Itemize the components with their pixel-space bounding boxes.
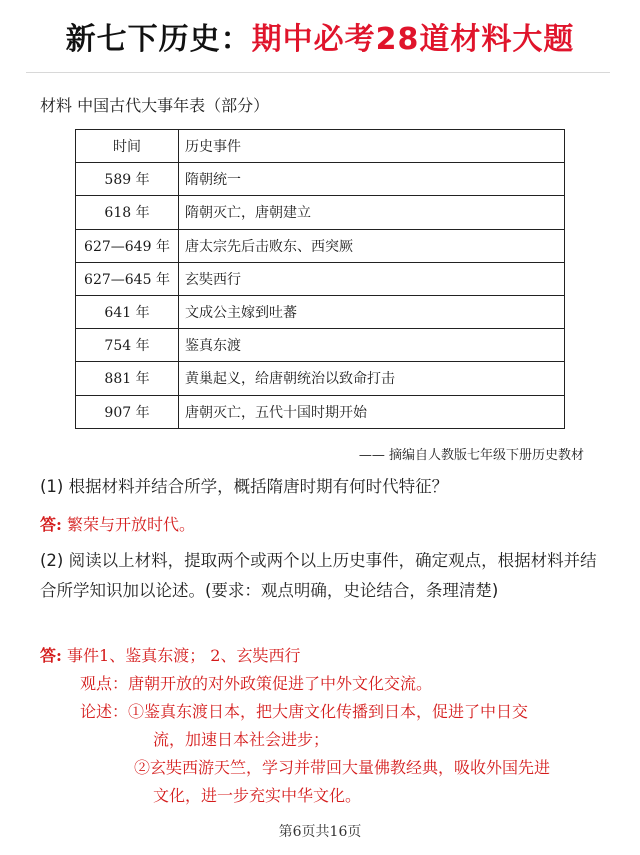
row-year: 907 年 [76, 395, 179, 428]
row-year: 881 年 [76, 362, 179, 395]
table-row [76, 163, 565, 196]
row-event: 鉴真东渡 [179, 329, 565, 362]
answer-2-tag: 答: [40, 646, 62, 665]
row-event: 隋朝灭亡，唐朝建立 [179, 196, 565, 229]
title-prefix: 新七下历史： [65, 22, 252, 57]
row-year: 589 年 [76, 163, 179, 196]
answer-1 [40, 512, 195, 535]
table-row [76, 329, 565, 362]
row-event: 唐太宗先后击败东、西突厥 [179, 229, 565, 262]
row-year: 641 年 [76, 295, 179, 328]
answer-2-viewpoint: 观点：唐朝开放的对外政策促进了中外文化交流。 [80, 674, 433, 693]
table-row [76, 196, 565, 229]
table-row [76, 229, 565, 262]
table-row [76, 262, 565, 295]
row-year: 627—649 年 [76, 229, 179, 262]
answer-1-tag: 答: [40, 515, 62, 534]
material-source: —— 摘编自人教版七年级下册历史教材 [358, 448, 584, 463]
question-2: (2) 阅读以上材料，提取两个或两个以上历史事件，确定观点，根据材料并结合所学知识加以论述。(要求：观点明确，史论结合，条理清楚) [40, 551, 597, 600]
answer-2-argument-line: 文化，进一步充实中华文化。 [153, 786, 362, 805]
row-event: 隋朝统一 [179, 163, 565, 196]
answer-2-argument-line: 论述：①鉴真东渡日本，把大唐文化传播到日本，促进了中日交 [80, 702, 529, 721]
title-highlight: 期中必考28道材料大题 [251, 22, 575, 57]
row-event: 文成公主嫁到吐蕃 [179, 295, 565, 328]
answer-1-text: 繁荣与开放时代。 [67, 515, 196, 534]
row-event: 黄巢起义，给唐朝统治以致命打击 [179, 362, 565, 395]
row-year: 618 年 [76, 196, 179, 229]
table-row [76, 362, 565, 395]
row-year: 627—645 年 [76, 262, 179, 295]
header-event: 历史事件 [179, 130, 565, 163]
table-row [76, 395, 565, 428]
material-label: 材料 中国古代大事年表（部分） [40, 96, 270, 115]
answer-2-argument-line: ②玄奘西游天竺，学习并带回大量佛教经典，吸收外国先进 [134, 758, 551, 777]
table-row [76, 295, 565, 328]
chronology-table [75, 129, 565, 429]
row-event: 唐朝灭亡，五代十国时期开始 [179, 395, 565, 428]
question-1: (1) 根据材料并结合所学，概括隋唐时期有何时代特征？ [40, 477, 449, 496]
table-header-row [76, 130, 565, 163]
header-time: 时间 [76, 130, 179, 163]
answer-2-events [40, 642, 300, 670]
page-number: 第6页共16页 [278, 824, 362, 840]
row-event: 玄奘西行 [179, 262, 565, 295]
answer-2-events-text: 事件1、鉴真东渡； 2、玄奘西行 [67, 646, 301, 665]
title-divider [26, 72, 610, 73]
row-year: 754 年 [76, 329, 179, 362]
answer-2-argument-line: 流，加速日本社会进步； [153, 730, 330, 749]
page-title [0, 14, 640, 58]
